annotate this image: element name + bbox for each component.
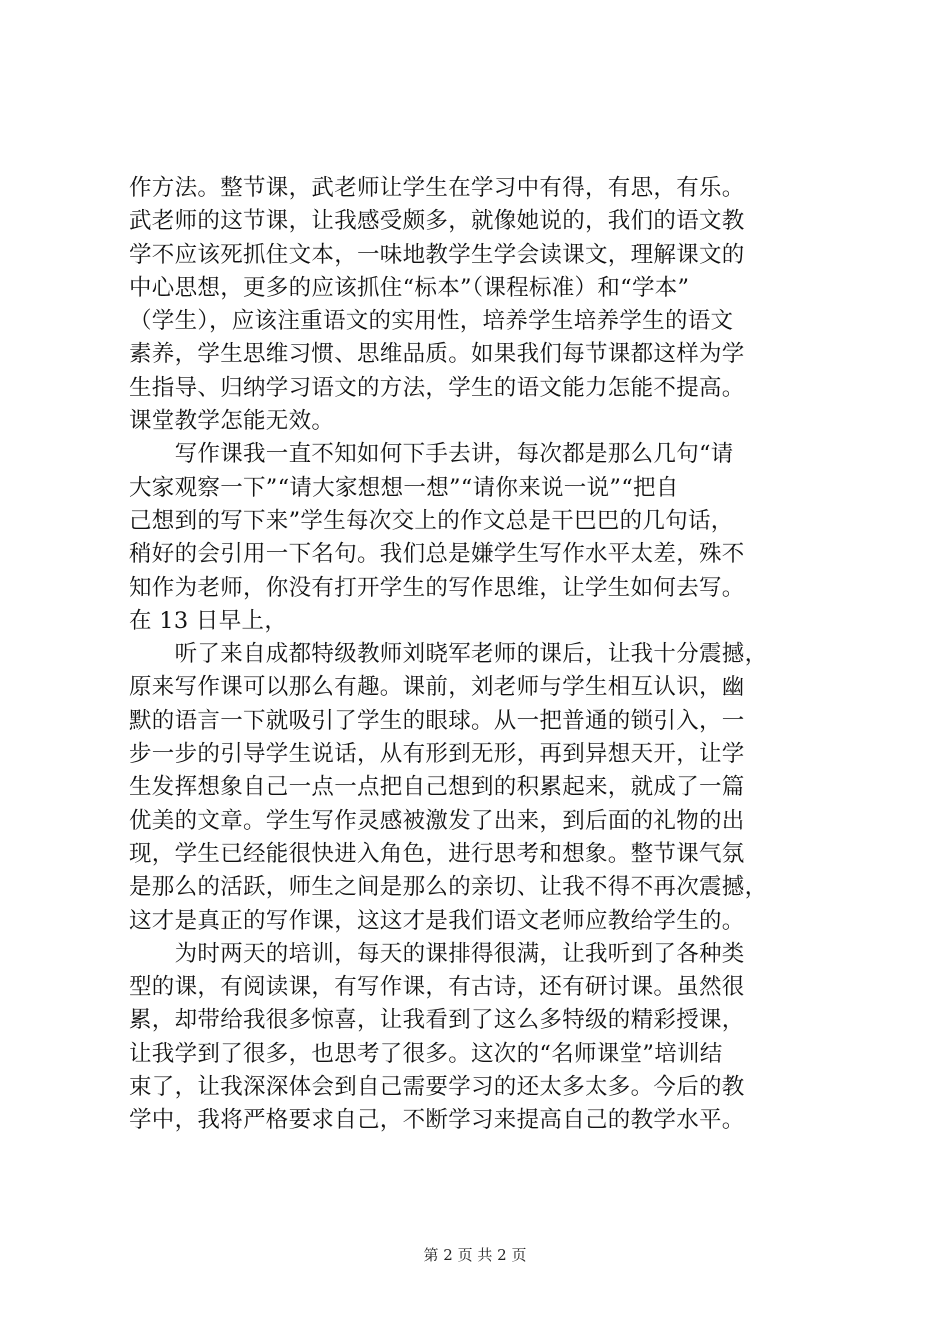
- text-line: 学中，我将严格要求自己，不断学习来提高自己的教学水平。: [129, 1107, 745, 1134]
- text-line: 在 13 日早上，: [129, 607, 288, 634]
- text-line: 是那么的活跃，师生之间是那么的亲切、让我不得不再次震撼，: [129, 874, 768, 901]
- text-line: 步一步的引导学生说话，从有形到无形，再到异想天开，让学: [129, 741, 745, 768]
- text-line: 写作课我一直不知如何下手去讲，每次都是那么几句“请: [129, 441, 734, 468]
- text-line: 累，却带给我很多惊喜，让我看到了这么多特级的精彩授课，: [129, 1007, 745, 1034]
- text-line: 中心思想，更多的应该抓住“标本”（课程标准）和“学本”: [129, 274, 690, 301]
- text-line: 作方法。整节课，武老师让学生在学习中有得，有思，有乐。: [129, 175, 745, 201]
- text-line: 型的课，有阅读课，有写作课，有古诗，还有研讨课。虽然很: [129, 974, 745, 1001]
- text-line: 生发挥想象自己一点一点把自己想到的积累起来，就成了一篇: [129, 774, 745, 801]
- text-line: 现，学生已经能很快进入角色，进行思考和想象。整节课气氛: [129, 840, 745, 867]
- text-line: 生指导、归纳学习语文的方法，学生的语文能力怎能不提高。: [129, 374, 745, 401]
- text-line: 优美的文章。学生写作灵感被激发了出来，到后面的礼物的出: [129, 807, 745, 834]
- text-line: 知作为老师，你没有打开学生的写作思维，让学生如何去写。: [129, 574, 745, 601]
- text-line: 让我学到了很多，也思考了很多。这次的“名师课堂”培训结: [129, 1040, 723, 1067]
- text-line: 默的语言一下就吸引了学生的眼球。从一把普通的锁引入，一: [129, 707, 745, 734]
- text-line: 大家观察一下”“请大家想想一想”“请你来说一说”“把自: [129, 474, 679, 501]
- body-text: [129, 172, 827, 1138]
- text-line: 稍好的会引用一下名句。我们总是嫌学生写作水平太差，殊不: [129, 541, 745, 568]
- text-line: 听了来自成都特级教师刘晓军老师的课后，让我十分震撼，: [129, 641, 768, 668]
- text-line: 原来写作课可以那么有趣。课前，刘老师与学生相互认识，幽: [129, 674, 745, 701]
- text-line: 己想到的写下来”学生每次交上的作文总是干巴巴的几句话，: [129, 507, 734, 534]
- text-line: 为时两天的培训，每天的课排得很满，让我听到了各种类: [129, 940, 745, 967]
- text-line: 素养，学生思维习惯、思维品质。如果我们每节课都这样为学: [129, 341, 745, 368]
- text-line: 学不应该死抓住文本，一味地教学生学会读课文，理解课文的: [129, 241, 745, 268]
- text-line: 课堂教学怎能无效。: [129, 408, 335, 435]
- text-line: 束了，让我深深体会到自己需要学习的还太多太多。今后的教: [129, 1074, 745, 1101]
- page-number-footer: 第 2 页 共 2 页: [423, 1246, 527, 1264]
- text-line: （学生），应该注重语文的实用性，培养学生培养学生的语文: [129, 308, 734, 335]
- text-line: 武老师的这节课，让我感受颇多，就像她说的，我们的语文教: [129, 208, 745, 235]
- text-line: 这才是真正的写作课，这这才是我们语文老师应教给学生的。: [129, 907, 745, 934]
